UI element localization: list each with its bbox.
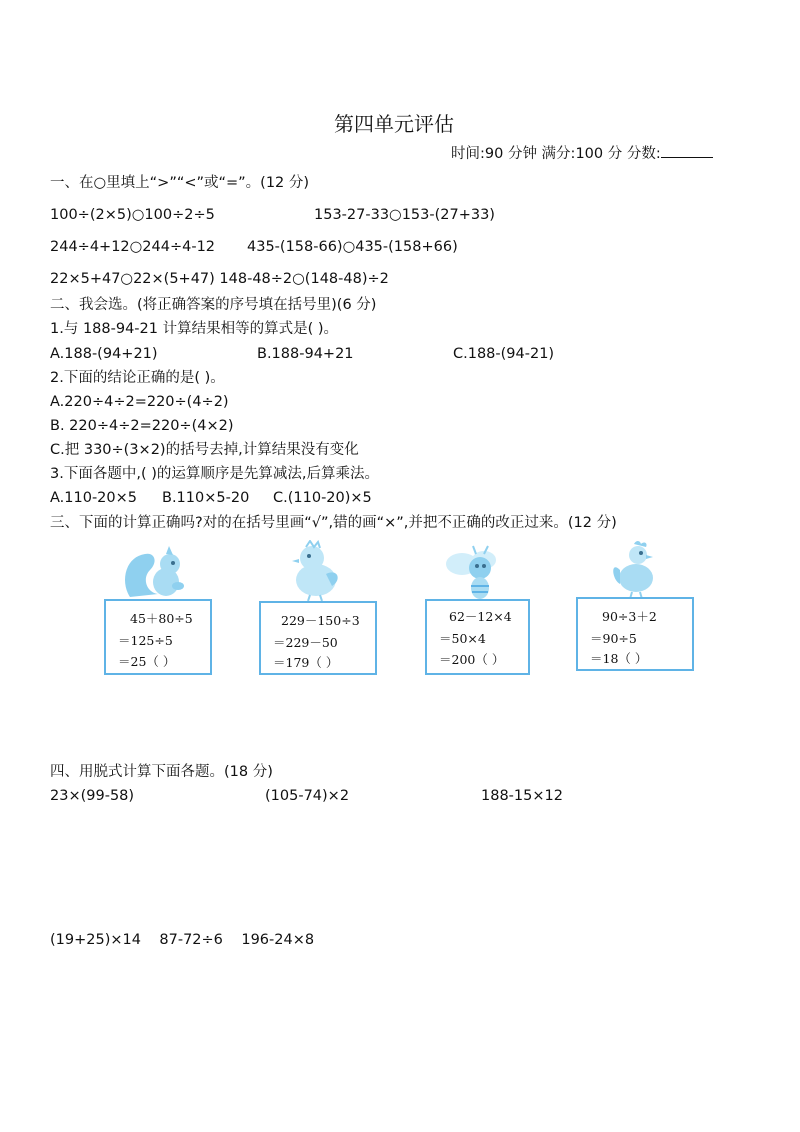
calc-line: ＝200（ ） [439, 652, 505, 667]
chick-icon [286, 540, 346, 602]
calc-line: 90÷3＋2 [602, 609, 657, 624]
exam-info-text: 时间:90 分钟 满分:100 分 分数: [451, 146, 661, 162]
calc-card [104, 599, 212, 675]
compare-item: 22×5+47○22×(5+47) 148-48÷2○(148-48)÷2 [50, 271, 389, 287]
option-b: B.188-94+21 [257, 346, 354, 362]
option-c: C.188-(94-21) [453, 346, 555, 362]
option-a: A.110-20×5 [50, 490, 138, 506]
option-b: B. 220÷4÷2=220÷(4×2) [50, 418, 234, 434]
section4-heading: 四、用脱式计算下面各题。(18 分) [50, 764, 273, 780]
calc-line: ＝179（ ） [273, 655, 339, 670]
section2-heading: 二、我会选。(将正确答案的序号填在括号里)(6 分) [50, 297, 377, 313]
option-c: C.把 330÷(3×2)的括号去掉,计算结果没有变化 [50, 442, 359, 458]
calc-card [576, 597, 694, 671]
compare-item: 435-(158-66)○435-(158+66) [247, 239, 458, 255]
calc-line: ＝125÷5 [118, 633, 173, 648]
section1-heading: 一、在○里填上“>”“<”或“=”。(12 分) [50, 175, 310, 191]
option-c: C.(110-20)×5 [273, 490, 372, 506]
calc-line: 62－12×4 [449, 609, 512, 624]
exam-info [451, 143, 713, 163]
calc-problem-row: (19+25)×14 87-72÷6 196-24×8 [50, 932, 315, 948]
calc-card [425, 599, 530, 675]
option-b: B.110×5-20 [162, 490, 250, 506]
section3-heading: 三、下面的计算正确吗?对的在括号里画“√”,错的画“×”,并把不正确的改正过来。(12 分) [50, 515, 617, 531]
page-title: 第四单元评估 [334, 112, 454, 136]
question-stem: 3.下面各题中,( )的运算顺序是先算减法,后算乘法。 [50, 466, 379, 482]
compare-item: 153-27-33○153-(27+33) [314, 207, 495, 223]
squirrel-icon [120, 542, 190, 602]
calc-problem: 23×(99-58) [50, 788, 135, 804]
calc-line: ＝50×4 [439, 631, 486, 646]
question-stem: 1.与 188-94-21 计算结果相等的算式是( )。 [50, 321, 339, 337]
calc-card [259, 601, 377, 675]
calc-line: ＝229－50 [273, 635, 338, 650]
option-a: A.188-(94+21) [50, 346, 158, 362]
bee-icon [440, 542, 504, 602]
calc-problem: 188-15×12 [481, 788, 563, 804]
calc-problem: (105-74)×2 [265, 788, 350, 804]
score-blank[interactable] [661, 143, 713, 158]
option-a: A.220÷4÷2=220÷(4÷2) [50, 394, 229, 410]
calc-line: 229－150÷3 [281, 613, 360, 628]
rooster-icon [608, 540, 664, 600]
calc-line: 45＋80÷5 [130, 611, 193, 626]
question-stem: 2.下面的结论正确的是( )。 [50, 370, 225, 386]
compare-item: 244÷4+12○244÷4-12 [50, 239, 216, 255]
calc-line: ＝18（ ） [590, 651, 648, 666]
compare-item: 100÷(2×5)○100÷2÷5 [50, 207, 215, 223]
calc-line: ＝90÷5 [590, 631, 637, 646]
calc-line: ＝25（ ） [118, 654, 176, 669]
